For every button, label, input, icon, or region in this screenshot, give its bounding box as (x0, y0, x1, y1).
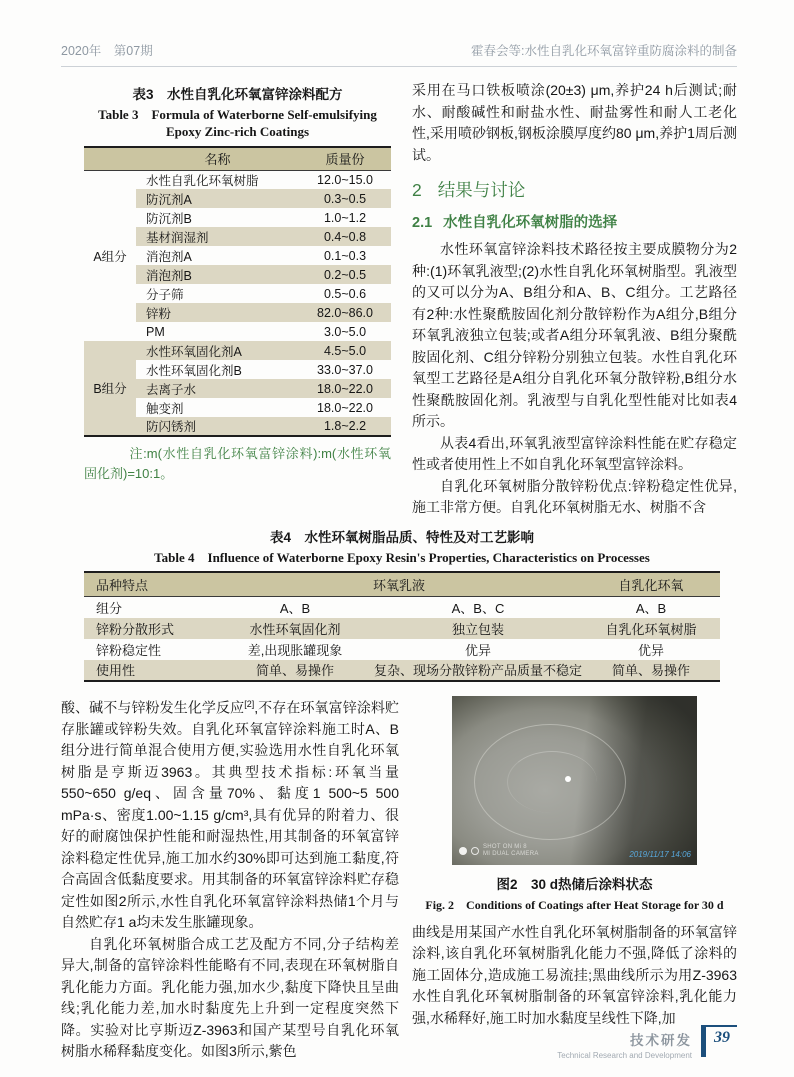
watermark-circle-icon (459, 847, 467, 855)
table4-row (84, 597, 720, 618)
paragraph: 自乳化环氧树脂分散锌粉优点:锌粉稳定性优异,施工非常方便。自乳化环氧树脂无水、树脂不含 (412, 477, 737, 515)
cell-name: 基材润湿剂 (136, 227, 299, 246)
table3-note: 注:m(水性自乳化环氧富锌涂料):m(水性环氧固化剂)=10:1。 (84, 446, 391, 481)
paragraph-text: ,不存在环氧富锌涂料贮存胀罐或锌粉失效。自乳化环氧富锌涂料施工时A、B组分进行简单混合使用方便,实验选用水性自乳化环氧树脂是亨斯迈3963。其典型技术指标:环氧当量550~650 g/eq、固含量70%、黏度1 500~5 500 mPa·s、密度1.00~1.15 g/cm³,具有优异的附着力、很好的耐腐蚀保护性能和耐湿热性,用其制备的环氧富锌涂料稳定性优异,施工加水约30%即可达到施工黏度,符合高固含低黏度要求。用其制备的环氧富锌涂料贮存稳定性如图2所示,水性自乳化环氧富锌涂料热储1个月与自然贮存1 a均未发生胀罐现象。 (61, 699, 400, 931)
cell-name: 防沉剂A (136, 189, 299, 208)
column-left-top (61, 80, 399, 519)
cell-name: 水性环氧固化剂B (146, 363, 242, 378)
camera-watermark (459, 844, 539, 858)
page-number: 39 (714, 1029, 730, 1046)
column-left-bottom (61, 694, 399, 1063)
footer-section-cn: 技术研发 (630, 1033, 692, 1048)
cell: 差,出现胀罐现象 (247, 642, 343, 658)
column-right-top (412, 80, 737, 519)
footer-section-en: Technical Research and Development (557, 1051, 692, 1060)
group-b-label: B组分 (84, 341, 136, 436)
page-number-badge (701, 1025, 737, 1057)
paint-swirl (507, 751, 597, 813)
cell-name: 触变剂 (146, 401, 184, 416)
paragraph: 从表4看出,环氧乳液型富锌涂料性能在贮存稳定性或者使用性上不如自乳化环氧型富锌涂料。 (412, 434, 737, 472)
table3-header-row (84, 147, 391, 170)
section-2-heading (412, 177, 737, 202)
table3-caption-cn: 表3 水性自乳化环氧富锌涂料配方 (132, 87, 343, 102)
watermark-line: SHOT ON Mi 8 (483, 843, 527, 850)
cell-amount: 0.3~0.5 (299, 189, 391, 208)
header-cell-name: 名称 (136, 147, 299, 170)
page-content (61, 80, 737, 1063)
cell-name: 消泡剂A (146, 249, 192, 264)
header-cell-empty (84, 147, 136, 170)
figure2-caption-en: Fig. 2 Conditions of Coatings after Heat Storage for 30 d (425, 897, 724, 912)
cell-amount: 33.0~37.0 (317, 362, 373, 377)
row-label: 锌粉分散形式 (84, 618, 216, 639)
table4-row (84, 639, 720, 660)
cell-amount: 1.0~1.2 (323, 210, 367, 225)
cell-name: 防沉剂B (146, 211, 192, 226)
table4-header-row (84, 572, 720, 597)
cell-amount: 12.0~15.0 (317, 172, 373, 187)
cell: 水性环氧固化剂 (216, 618, 374, 639)
cell-amount: 0.1~0.3 (323, 248, 367, 263)
cell: 简单、易操作 (582, 660, 720, 681)
cell-amount: 18.0~22.0 (317, 400, 373, 415)
header-cell: 环氧乳液 (216, 572, 582, 597)
photo-timestamp: 2019/11/17 14:06 (629, 849, 691, 859)
cell-name: 去离子水 (136, 379, 299, 398)
watermark-text (483, 844, 539, 858)
cell: 复杂、现场分散锌粉产品质量不稳定 (374, 660, 582, 681)
paragraph-text: 酸、碱不与锌粉发生化学反应 (61, 699, 245, 716)
paragraph: 水性环氧富锌涂料技术路径按主要成膜物分为2种:(1)环氧乳液型;(2)水性自乳化环氧树脂型。乳液型的又可以分为A、B组分和A、B、C组分。工艺路径有2种:水性聚酰胺固化剂分散锌粉作为A组分,B组分环氧乳液独立包装;或者A组分环氧乳液、B组分聚酰胺固化剂、C组分锌粉分别独立包装。水性自乳化环氧型工艺路径是A组分自乳化环氧分散锌粉,B组分水性聚酰胺固化剂。乳液型与自乳化型性能对比如表4所示。 (412, 241, 737, 429)
header-cell-amount: 质量份 (299, 147, 391, 170)
header-issue: 2020年 第07期 (61, 44, 153, 58)
table3-row (84, 341, 391, 360)
footer-section-labels (557, 1025, 692, 1060)
paragraph: 曲线是用某国产水性自乳化环氧树脂制备的环氧富锌涂料,该自乳化环氧树脂乳化能力不强,降低了涂料的施工固体分,造成施工易流挂;黑曲线所示为用Z-3963水性自乳化环氧树脂制备的环氧富锌涂料,乳化能力强,水稀释好,施工时加水黏度呈线性下降,加 (412, 923, 737, 1026)
cell-amount: 82.0~86.0 (299, 303, 391, 322)
watermark-circle-icon (471, 847, 479, 855)
table4-caption-cn: 表4 水性环氧树脂品质、特性及对工艺影响 (269, 529, 534, 545)
page-footer (557, 1025, 737, 1060)
header-running-title: 霍春会等:水性自乳化环氧富锌重防腐涂料的制备 (471, 44, 737, 58)
table4-block (61, 529, 737, 682)
group-a-label: A组分 (93, 249, 127, 264)
table4 (84, 571, 720, 682)
cell-amount: 0.2~0.5 (299, 265, 391, 284)
page-header (61, 41, 737, 67)
header-cell: 自乳化环氧 (582, 572, 720, 597)
row-label: 锌粉稳定性 (96, 642, 162, 658)
cell-name: 锌粉 (136, 303, 299, 322)
table3-block (84, 86, 391, 484)
reflection-dot (565, 776, 571, 782)
section-number: 2.1 (412, 215, 433, 231)
cell-amount: 0.5~0.6 (323, 286, 367, 301)
section-2-1-heading (412, 211, 737, 232)
cell: A、B、C (451, 600, 505, 616)
cell-amount: 1.8~2.2 (299, 417, 391, 436)
cell: 优异 (637, 642, 664, 658)
figure2-caption-cn: 图2 30 d热储后涂料状态 (496, 876, 653, 892)
cell-amount: 0.4~0.8 (299, 227, 391, 246)
cell: 简单、易操作 (216, 660, 374, 681)
cell-name: 水性环氧固化剂A (136, 341, 299, 360)
table3 (84, 146, 391, 437)
column-right-bottom (412, 694, 737, 1063)
cell-name: 消泡剂B (136, 265, 299, 284)
cell: 独立包装 (374, 618, 582, 639)
paragraph: 采用在马口铁板喷涂(20±3) μm,养护24 h后测试;耐水、耐酸碱性和耐盐水性、耐盐雾性和耐人工老化性,采用喷砂钢板,钢板涂膜厚度约80 μm,养护1周后测试。 (412, 82, 737, 163)
cell-amount: 18.0~22.0 (299, 379, 391, 398)
header-cell: 品种特点 (84, 572, 216, 597)
table3-caption-en: Table 3 Formula of Waterborne Self-emulsifying Epoxy Zinc-rich Coatings (98, 107, 377, 139)
section-number: 2 (412, 180, 422, 200)
cell: 自乳化环氧树脂 (582, 618, 720, 639)
paragraph (61, 694, 399, 934)
cell: A、B (635, 600, 667, 616)
cell: A、B (279, 600, 311, 616)
cell-name: 防闪锈剂 (136, 417, 299, 436)
paragraph: 自乳化环氧树脂合成工艺及配方不同,分子结构差异大,制备的富锌涂料性能略有不同,表现在环氧树脂自乳化能力方面。乳化能力强,加水少,黏度下降快且呈曲线;乳化能力差,加水时黏度先上升到一定程度突然下降。实验对比亨斯迈Z-3963和国产某型号自乳化环氧树脂水稀释黏度变化。如图3所示,紫色 (61, 935, 399, 1060)
table4-caption-en: Table 4 Influence of Waterborne Epoxy Resin's Properties, Characteristics on Processes (154, 549, 650, 565)
cell-amount: 3.0~5.0 (323, 324, 367, 339)
citation-ref: [2] (244, 698, 255, 709)
table3-row (84, 170, 391, 189)
cell-name: 分子筛 (146, 287, 184, 302)
row-label: 使用性 (84, 660, 216, 681)
cell: 优异 (464, 642, 491, 658)
table4-row (84, 660, 720, 681)
cell-name: PM (146, 324, 165, 339)
cell-name: 水性自乳化环氧树脂 (146, 173, 259, 188)
section-title: 结果与讨论 (437, 180, 526, 200)
section-title: 水性自乳化环氧树脂的选择 (443, 215, 618, 231)
figure2 (412, 696, 737, 913)
table4-row (84, 618, 720, 639)
watermark-line: MI DUAL CAMERA (483, 850, 539, 857)
cell-amount: 4.5~5.0 (299, 341, 391, 360)
row-label: 组分 (96, 600, 123, 616)
figure2-photo (452, 696, 697, 865)
